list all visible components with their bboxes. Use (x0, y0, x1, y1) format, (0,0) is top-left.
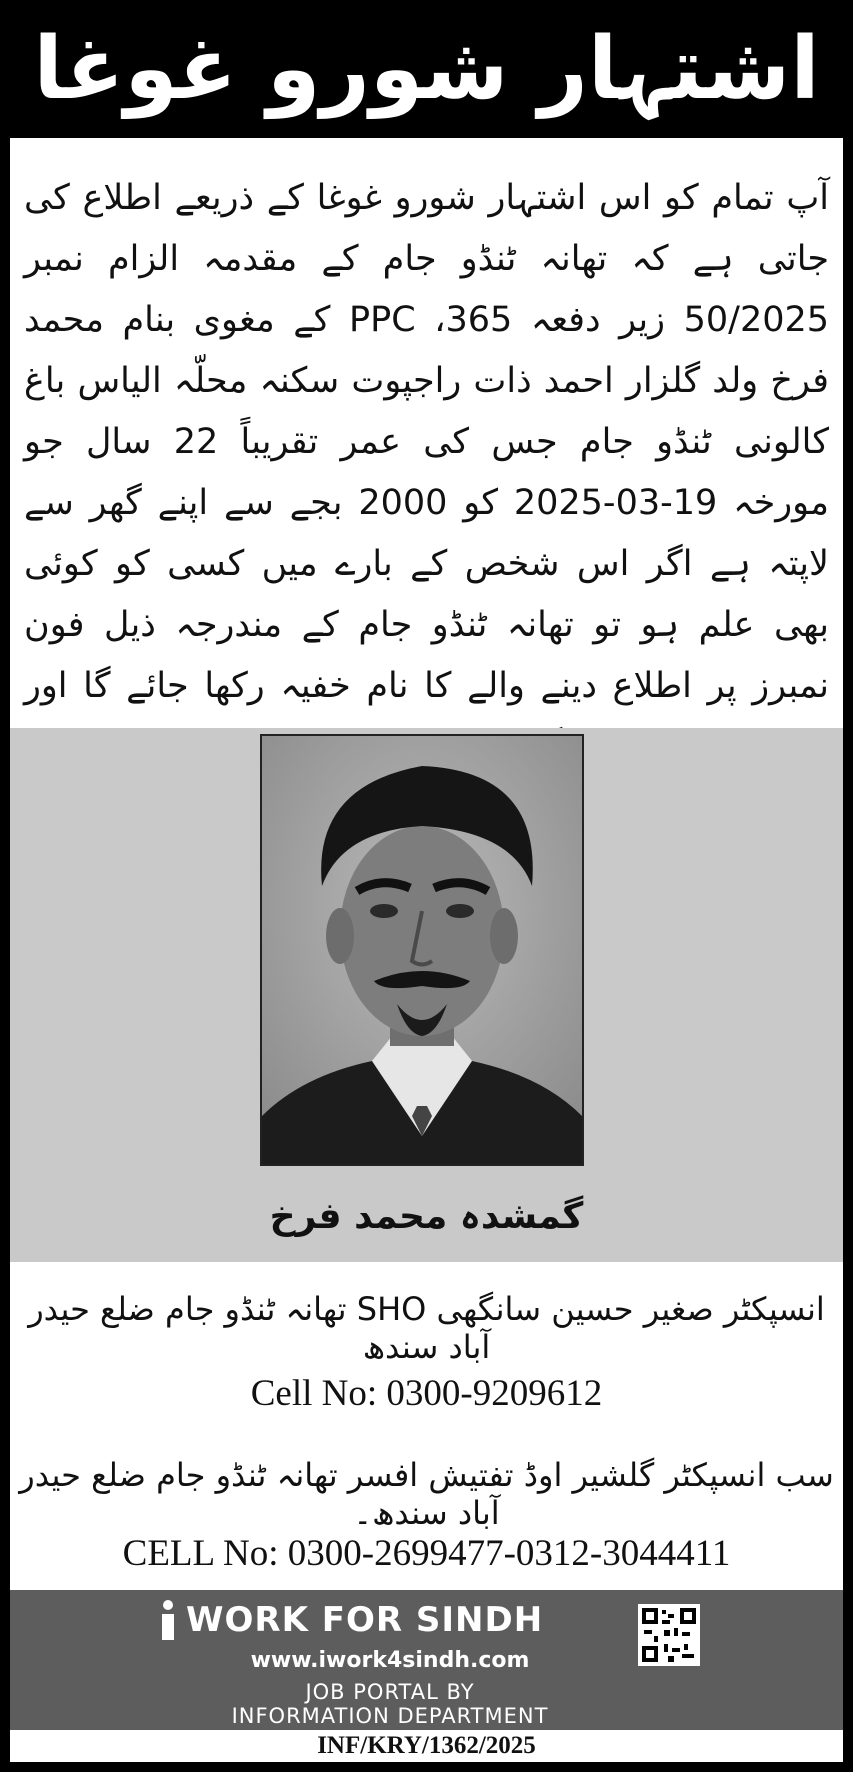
qr-code-icon[interactable] (638, 1604, 700, 1666)
portal-line-1: JOB PORTAL BY (305, 1680, 475, 1704)
footer-banner (10, 1590, 843, 1762)
page-title: اشتہار شورو غوغا (10, 0, 843, 138)
brand-text: WORK FOR SINDH (186, 1600, 544, 1640)
website-link[interactable]: www.iwork4sindh.com (250, 1648, 530, 1673)
photo-panel (10, 728, 843, 1262)
brand-logo (160, 1600, 630, 1640)
io-contact-line: سب انسپکٹر گلشیر اوڈ تفتیش افسر تھانہ ٹنڈو جام ضلع حیدر آباد سندھ۔ (19, 1456, 834, 1532)
notice-text: آپ تمام کو اس اشتہار شورو غوغا کے ذریعے اطلاع کی جاتی ہے کہ تھانہ ٹنڈو جام کے مقدمہ الزام نمبر 50/2025 زیر دفعہ 365، PPC کے مغوی بنام محمد فرخ ولد گلزار احمد ذات راجپوت سکنہ محلّہ الیاس باغ کالونی ٹنڈو جام جس کی عمر تقریباً 22 سال جو مورخہ 19-03-2025 کو 2000 بجے سے اپنے گھر سے لاپتہ ہے اگر اس شخص کے بارے میں کسی کو کوئی بھی علم ہو تو تھانہ ٹنڈو جام کے مندرجہ ذیل فون نمبرز پر اطلاع دینے والے کا نام خفیہ رکھا جائے گا اور (24, 178, 830, 706)
iwork-logo-icon (160, 1600, 176, 1640)
sho-cell-number: Cell No: 0300-9209612 (250, 1373, 603, 1414)
portrait-icon (262, 736, 582, 1164)
io-cell-numbers: CELL No: 0300-2699477-0312-3044411 (122, 1533, 731, 1574)
reference-number: INF/KRY/1362/2025 (10, 1730, 843, 1762)
sho-contact-line: انسپکٹر صغیر حسین سانگھی SHO تھانہ ٹنڈو جام ضلع حیدر آباد سندھ (28, 1290, 825, 1366)
photo-caption: گمشدہ محمد فرخ (269, 1196, 584, 1237)
portal-line-2: INFORMATION DEPARTMENT (231, 1704, 549, 1728)
advertisement-body (10, 0, 843, 1762)
missing-person-photo (260, 734, 584, 1166)
portal-text (160, 1680, 620, 1728)
